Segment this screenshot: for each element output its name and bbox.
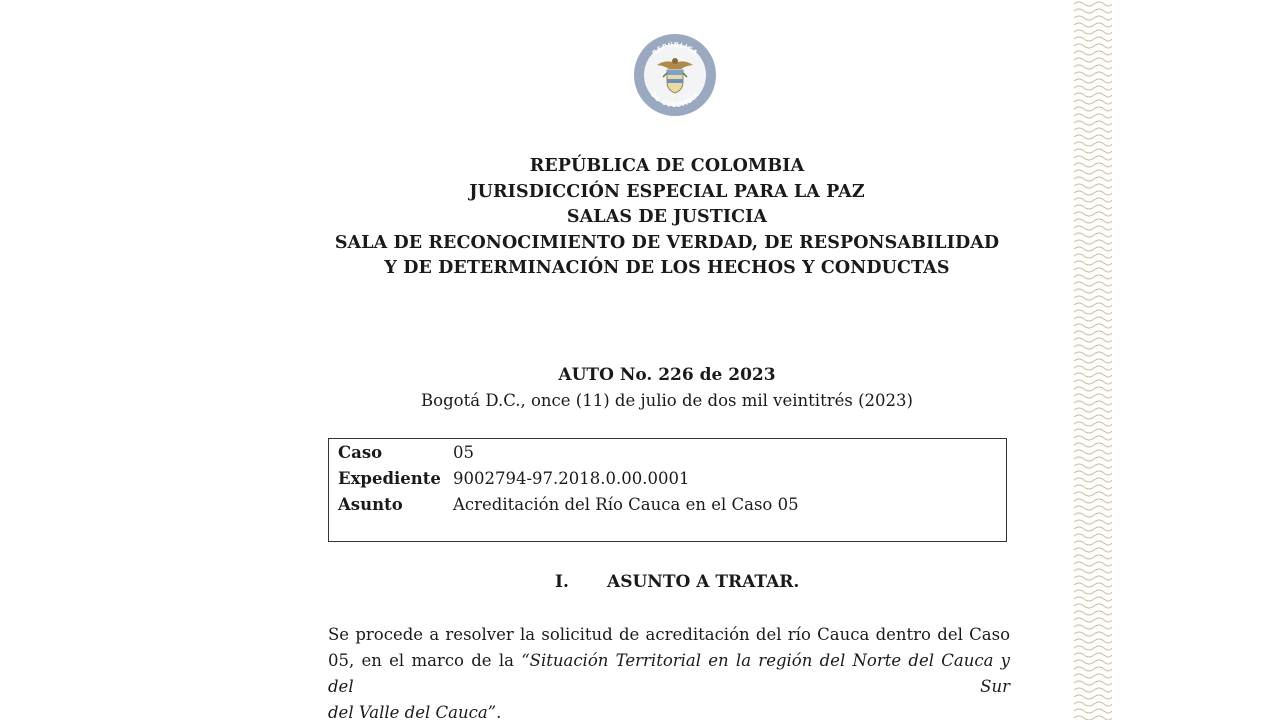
auto-date: Bogotá D.C., once (11) de julio de dos mil veintitrés (2023) xyxy=(421,391,913,410)
section-number: I. xyxy=(555,572,569,592)
body-line-2-quote: “Situación Territorial en la región del Norte del Cauca y del Sur xyxy=(328,651,1010,696)
body-line-1: Se procede a resolver la solicitud de acreditación del río Cauca dentro del Caso xyxy=(328,625,1010,644)
seal-top-text: REPÚBLICA xyxy=(650,40,700,58)
header-line-sala-reconocimiento: SALA DE RECONOCIMIENTO DE VERDAD, DE RESPONSABILIDAD xyxy=(334,232,1000,253)
auto-title: AUTO No. 226 de 2023 xyxy=(558,365,776,385)
section-title xyxy=(555,570,799,594)
asunto-label: Asunto xyxy=(338,495,403,514)
case-info-box xyxy=(328,438,1007,542)
case-row xyxy=(338,441,474,465)
header-line-republic: REPÚBLICA DE COLOMBIA xyxy=(529,156,805,176)
case-value: 05 xyxy=(453,443,474,462)
expediente-row xyxy=(338,467,690,491)
asunto-row xyxy=(338,493,799,517)
expediente-value: 9002794-97.2018.0.00.0001 xyxy=(453,469,690,488)
body-line-3-suffix: . xyxy=(496,703,502,722)
document-header xyxy=(300,154,1034,282)
asunto-value: Acreditación del Río Cauca en el Caso 05 xyxy=(453,495,799,514)
seal-bottom-text: DE COLOMBIA xyxy=(649,90,701,110)
body-paragraph xyxy=(328,622,1010,726)
body-line-3 xyxy=(328,700,1010,726)
header-line-jurisdiction: JURISDICCIÓN ESPECIAL PARA LA PAZ xyxy=(469,181,865,202)
body-line-2-prefix: 05, en el marco de la xyxy=(328,651,522,670)
header-line-determinacion: Y DE DETERMINACIÓN DE LOS HECHOS Y CONDUCTAS xyxy=(384,258,950,278)
expediente-label: Expediente xyxy=(338,469,441,488)
case-label: Caso xyxy=(338,443,383,462)
header-line-salas: SALAS DE JUSTICIA xyxy=(566,207,768,227)
colombia-seal-icon xyxy=(633,33,717,117)
section-title-text: ASUNTO A TRATAR. xyxy=(607,572,800,592)
decorative-border-icon xyxy=(1072,0,1112,720)
body-line-2 xyxy=(328,648,1010,700)
body-line-3-quote: del Valle del Cauca” xyxy=(328,703,497,722)
